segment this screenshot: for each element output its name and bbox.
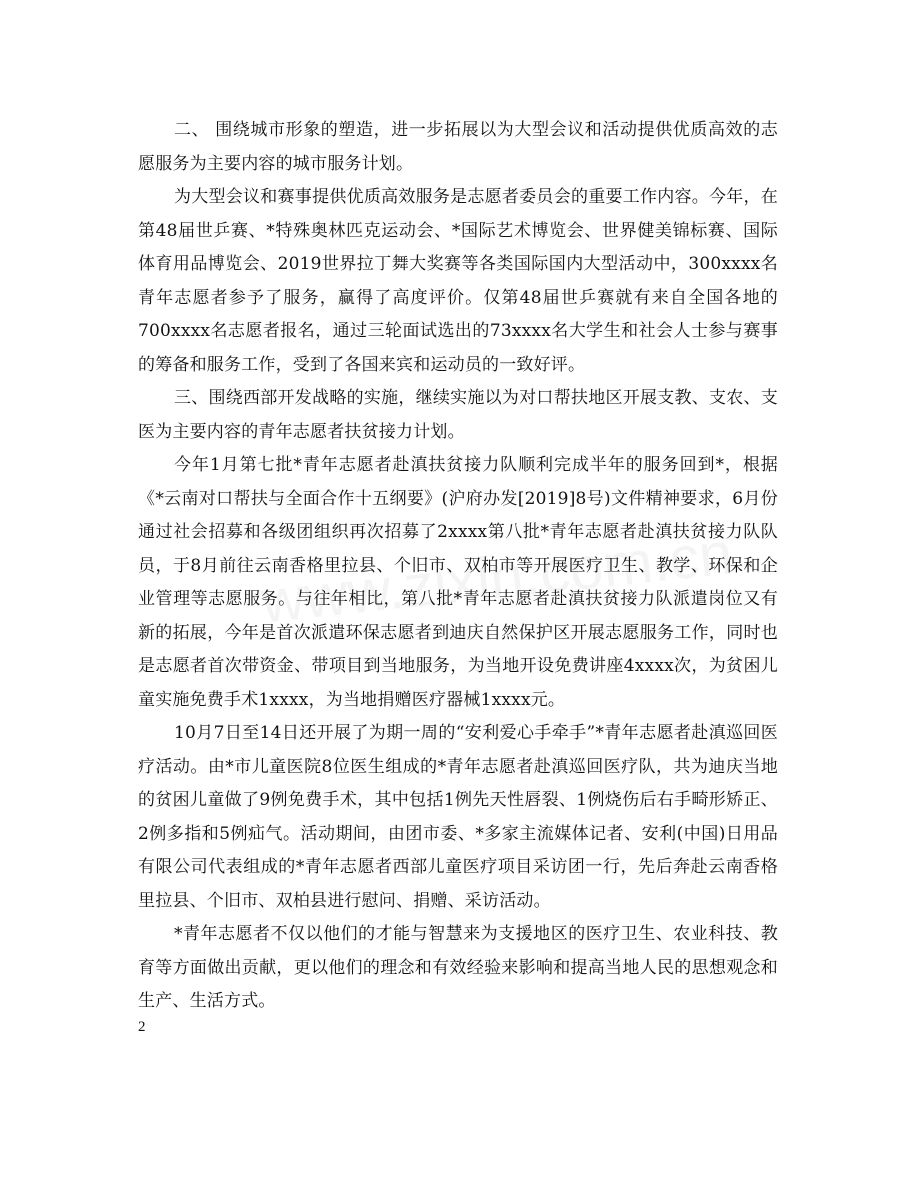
paragraph-medical-tour: 10月7日至14日还开展了为期一周的“安利爱心手牵手”*青年志愿者赴滇巡回医疗活动。由*市儿童医院8位医生组成的*青年志愿者赴滇巡回医疗队，共为迪庆当地的贫困儿童做了9例免费手术，其中包括1例先天性唇裂、1例烧伤后右手畸形矫正、2例多指和5例疝气。活动期间，由团市委、*多家主流媒体记者、安利(中国)日用品有限公司代表组成的*青年志愿者西部儿童医疗项目采访团一行，先后奔赴云南香格里拉县、个旧市、双柏县进行慰问、捐赠、采访活动。 xyxy=(138,723,778,911)
document-body xyxy=(138,114,778,1019)
page-number: 2 xyxy=(138,1019,146,1035)
paragraph-section-two-heading: 二、 围绕城市形象的塑造，进一步拓展以为大型会议和活动提供优质高效的志愿服务为主要内容的城市服务计划。 xyxy=(138,120,778,174)
paragraph-volunteer-impact: *青年志愿者不仅以他们的才能与智慧来为支援地区的医疗卫生、农业科技、教育等方面做出贡献，更以他们的理念和有效经验来影响和提高当地人民的思想观念和生产、生活方式。 xyxy=(138,924,778,1011)
paragraph-yunnan-relay-team: 今年1月第七批*青年志愿者赴滇扶贫接力队顺利完成半年的服务回到*，根据《*云南对口帮扶与全面合作十五纲要》(沪府办发[2019]8号)文件精神要求，6月份通过社会招募和各级团组织再次招募了2xxxx第八批*青年志愿者赴滇扶贫接力队队员，于8月前往云南香格里拉县、个旧市、双柏市等开展医疗卫生、教学、环保和企业管理等志愿服务。与往年相比，第八批*青年志愿者赴滇扶贫接力队派遣岗位又有新的拓展，今年是首次派遣环保志愿者到迪庆自然保护区开展志愿服务工作，同时也是志愿者首次带资金、带项目到当地服务，为当地开设免费讲座4xxxx次，为贫困儿童实施免费手术1xxxx，为当地捐赠医疗器械1xxxx元。 xyxy=(138,455,778,710)
paragraph-section-three-heading: 三、围绕西部开发战略的实施，继续实施以为对口帮扶地区开展支教、支农、支医为主要内容的青年志愿者扶贫接力计划。 xyxy=(138,388,778,442)
paragraph-large-events-service: 为大型会议和赛事提供优质高效服务是志愿者委员会的重要工作内容。今年，在第48届世乒赛、*特殊奥林匹克运动会、*国际艺术博览会、世界健美锦标赛、国际体育用品博览会、2019世界拉丁舞大奖赛等各类国际国内大型活动中，300xxxx名青年志愿者参予了服务，赢得了高度评价。仅第48届世乒赛就有来自全国各地的700xxxx名志愿者报名，通过三轮面试选出的73xxxx名大学生和社会人士参与赛事的筹备和服务工作，受到了各国来宾和运动员的一致好评。 xyxy=(138,187,778,375)
